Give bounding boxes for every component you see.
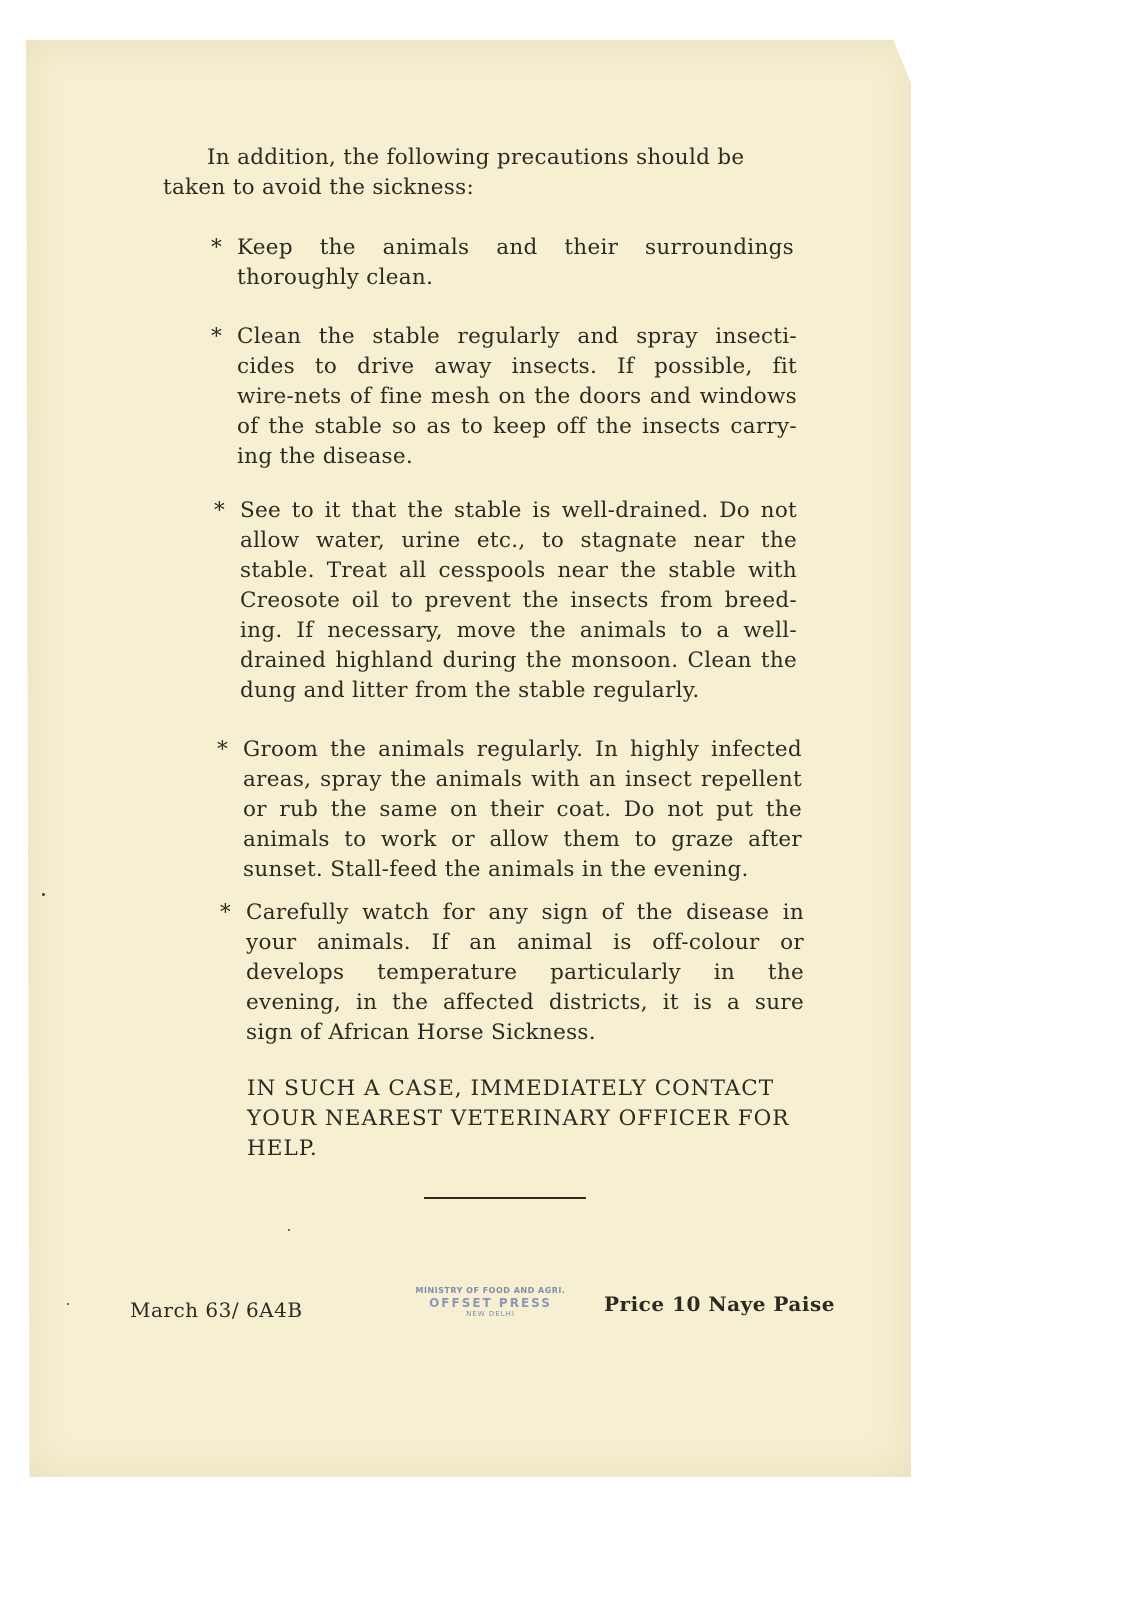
precaution-line: ing the disease. (237, 444, 413, 469)
stamp-line-1: MINISTRY OF FOOD AND AGRI. (415, 1286, 566, 1295)
intro-paragraph (163, 143, 793, 203)
precaution-line: Carefully watch for any sign of the disease in (246, 900, 804, 925)
precaution-line: ing. If necessary, move the animals to a well- (240, 618, 797, 643)
notice-line: YOUR NEAREST VETERINARY OFFICER FOR (247, 1106, 790, 1131)
bullet-marker: * (211, 324, 223, 349)
precaution-line: your animals. If an animal is off-colour or (246, 930, 804, 955)
precaution-line: allow water, urine etc., to stagnate near the (240, 528, 797, 553)
bullet-marker: * (217, 737, 229, 762)
precaution-line: Clean the stable regularly and spray insecti- (237, 324, 797, 349)
precaution-line: cides to drive away insects. If possible, fit (237, 354, 797, 379)
bullet-marker: * (220, 900, 232, 925)
precaution-line: evening, in the affected districts, it is a sure (246, 990, 804, 1015)
precaution-item-3 (214, 496, 797, 706)
paper-speck (288, 1229, 290, 1231)
precaution-line: dung and litter from the stable regularly. (240, 678, 700, 703)
precaution-line: Groom the animals regularly. In highly infected (243, 737, 802, 762)
precaution-line: stable. Treat all cesspools near the stable with (240, 558, 797, 583)
intro-line-1: In addition, the following precautions should be (207, 145, 745, 170)
notice-line: IN SUCH A CASE, IMMEDIATELY CONTACT (247, 1076, 775, 1101)
precaution-line: drained highland during the monsoon. Clean the (240, 648, 797, 673)
paper-speck (67, 1303, 69, 1305)
precaution-item-2 (211, 322, 797, 472)
stamp-line-3: NEW DELHI (466, 1310, 515, 1318)
contact-notice (247, 1074, 817, 1164)
precaution-line: areas, spray the animals with an insect repellent (243, 767, 802, 792)
precaution-line: or rub the same on their coat. Do not put the (243, 797, 802, 822)
precaution-line: of the stable so as to keep off the insects carry- (237, 414, 797, 439)
section-divider (424, 1197, 586, 1199)
precaution-item-4 (217, 735, 802, 885)
precaution-line: Creosote oil to prevent the insects from breed- (240, 588, 797, 613)
bullet-marker: * (214, 498, 226, 523)
stamp-line-2: OFFSET PRESS (429, 1296, 552, 1310)
precaution-line: develops temperature particularly in the (246, 960, 804, 985)
notice-line: HELP. (247, 1136, 318, 1161)
print-code: March 63/ 6A4B (130, 1298, 303, 1322)
precaution-line: See to it that the stable is well-drained. Do not (240, 498, 797, 523)
precaution-line: sunset. Stall-feed the animals in the evening. (243, 857, 749, 882)
precaution-line: thoroughly clean. (237, 265, 434, 290)
precaution-line: sign of African Horse Sickness. (246, 1020, 596, 1045)
precaution-line: Keep the animals and their surroundings (237, 235, 794, 260)
bullet-marker: * (211, 235, 223, 260)
precaution-item-1 (211, 233, 794, 293)
intro-line-2: taken to avoid the sickness: (163, 175, 474, 200)
precaution-item-5 (220, 898, 804, 1048)
precaution-line: animals to work or allow them to graze after (243, 827, 802, 852)
precaution-line: wire-nets of fine mesh on the doors and windows (237, 384, 797, 409)
price-label: Price 10 Naye Paise (604, 1292, 835, 1316)
press-stamp (393, 1286, 588, 1319)
paper-speck (42, 893, 45, 896)
